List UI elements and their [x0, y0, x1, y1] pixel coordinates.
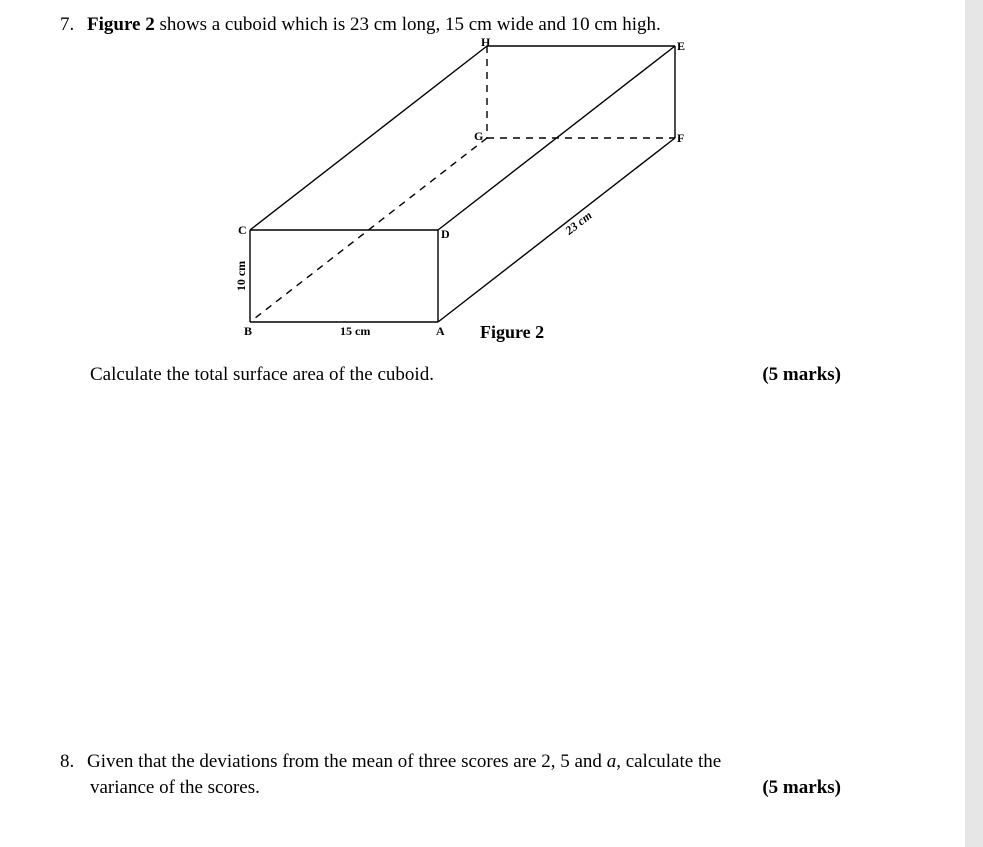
edge-AF [438, 138, 675, 322]
question-8-line2: variance of the scores. [90, 777, 260, 798]
question-8-line1 [60, 749, 721, 775]
vertex-label-B: B [244, 324, 253, 338]
height-label: 10 cm [234, 260, 248, 292]
edge-CH [250, 46, 487, 230]
cuboid-diagram [0, 0, 965, 360]
question-7-task: Calculate the total surface area of the cuboid. [90, 364, 434, 385]
vertex-label-H: H [481, 35, 491, 49]
question-8-text-start: Given that the deviations from the mean of three scores are 2, 5 and [87, 751, 607, 772]
width-label: 15 cm [340, 324, 371, 338]
question-8-number: 8. [60, 751, 75, 772]
vertex-label-G: G [474, 129, 484, 143]
scrollbar-gutter[interactable] [965, 0, 983, 847]
question-7-intro-text: shows a cuboid which is 23 cm long, 15 cm wide and 10 cm high. [154, 14, 661, 35]
vertex-label-A: A [436, 324, 445, 338]
vertex-label-F: F [677, 131, 685, 145]
vertex-label-E: E [677, 39, 686, 53]
figure-reference: Figure 2 [87, 14, 155, 35]
question-8-marks: (5 marks) [762, 777, 841, 798]
length-label: 23 cm [562, 208, 595, 238]
cuboid-solid-edges [250, 46, 675, 322]
vertex-label-C: C [238, 223, 247, 237]
question-7-number: 7. [60, 14, 75, 35]
question-7-marks: (5 marks) [762, 364, 841, 385]
vertex-label-D: D [441, 227, 450, 241]
dimension-labels [234, 208, 595, 338]
variable-a: a [606, 751, 617, 772]
cuboid-hidden-edges [250, 46, 675, 322]
question-8-text-end: , calculate the [616, 751, 722, 772]
figure-caption: Figure 2 [480, 322, 545, 342]
